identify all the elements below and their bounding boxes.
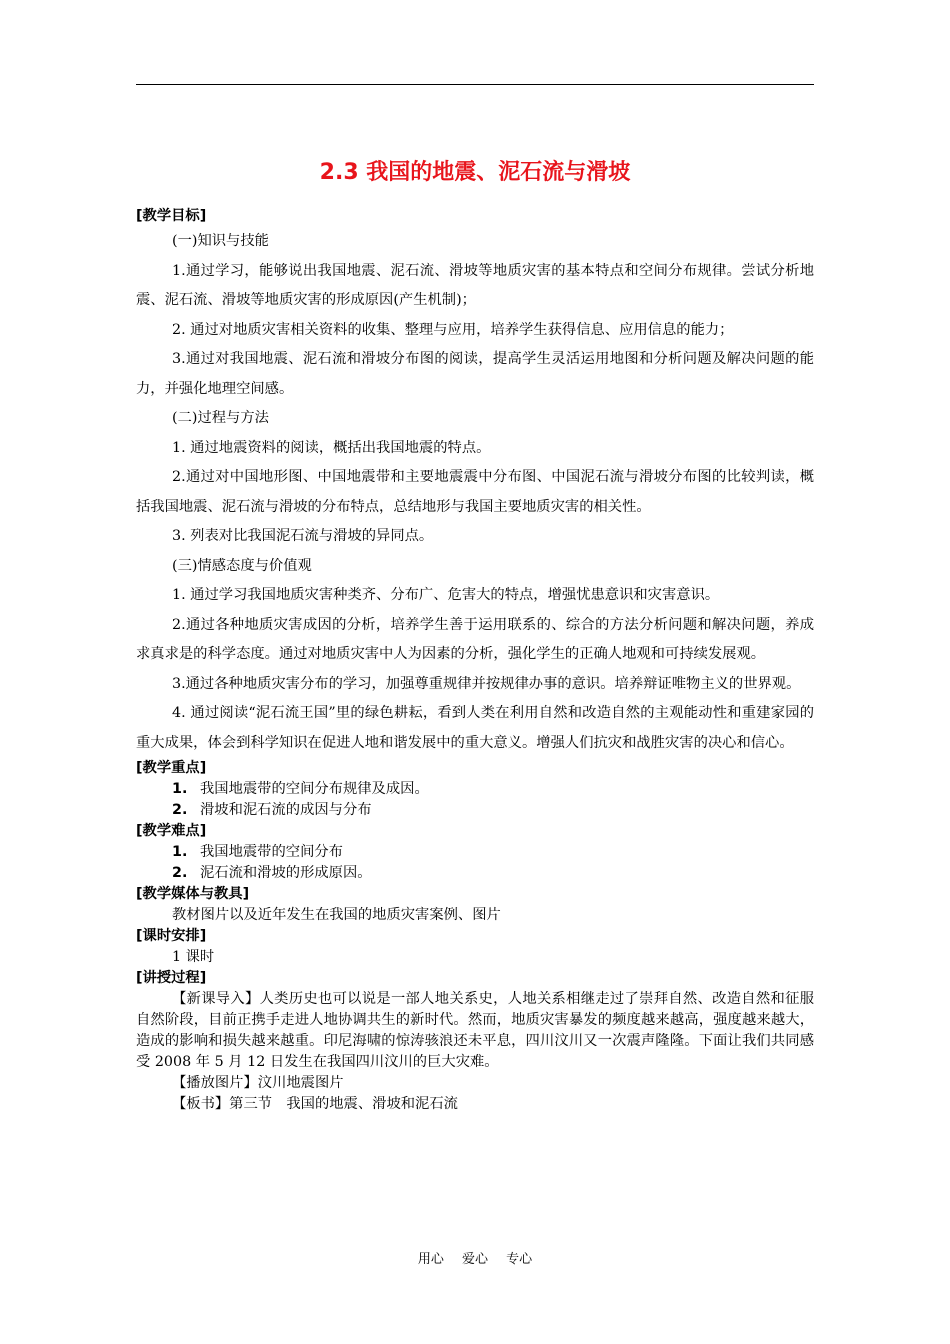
paragraph: 3.通过各种地质灾害分布的学习，加强尊重规律并按规律办事的意识。培养辩证唯物主义的世界观。 bbox=[172, 675, 801, 692]
page-title: 2.3 我国的地震、泥石流与滑坡 bbox=[319, 160, 631, 185]
section-heading-difficult: [教学难点] bbox=[136, 823, 207, 839]
play-images-line: 【播放图片】汶川地震图片 bbox=[172, 1075, 344, 1091]
paragraph: 4. 通过阅读“泥石流王国”里的绿色耕耘，看到人类在利用自然和改造自然的主观能动性和重建家园的重大成果，体会到科学知识在促进人地和谐发展中的重大意义。增强人们抗灾和战胜灾害的决心和信心。 bbox=[136, 705, 814, 751]
subsection-process: (二)过程与方法 bbox=[172, 410, 269, 426]
section-heading-key: [教学重点] bbox=[136, 760, 207, 776]
section-heading-goals: [教学目标] bbox=[136, 208, 207, 224]
list-text: 泥石流和滑坡的形成原因。 bbox=[200, 865, 372, 881]
list-text: 我国地震带的空间分布规律及成因。 bbox=[200, 781, 429, 797]
paragraph: 2. 通过对地质灾害相关资料的收集、整理与应用，培养学生获得信息、应用信息的能力； bbox=[172, 321, 734, 338]
section-heading-process: [讲授过程] bbox=[136, 970, 207, 986]
list-item bbox=[136, 800, 814, 821]
list-item bbox=[136, 863, 814, 884]
paragraph: 3.通过对我国地震、泥石流和滑坡分布图的阅读，提高学生灵活运用地图和分析问题及解决问题的能力，并强化地理空间感。 bbox=[136, 351, 814, 397]
list-item bbox=[136, 842, 814, 863]
page-footer: 用心 爱心 专心 bbox=[417, 1252, 533, 1267]
document-body bbox=[136, 206, 814, 1115]
list-item bbox=[136, 779, 814, 800]
list-text: 我国地震带的空间分布 bbox=[200, 844, 343, 860]
list-text: 滑坡和泥石流的成因与分布 bbox=[200, 802, 372, 818]
list-number: 1. bbox=[172, 781, 188, 797]
schedule-text: 1 课时 bbox=[172, 949, 215, 965]
section-heading-media: [教学媒体与教具] bbox=[136, 886, 250, 902]
paragraph: 1.通过学习，能够说出我国地震、泥石流、滑坡等地质灾害的基本特点和空间分布规律。尝试分析地震、泥石流、滑坡等地质灾害的形成原因(产生机制)； bbox=[136, 262, 814, 308]
subsection-knowledge: (一)知识与技能 bbox=[172, 233, 269, 249]
paragraph: 1. 通过学习我国地质灾害种类齐、分布广、危害大的特点，增强忧患意识和灾害意识。 bbox=[172, 587, 720, 603]
paragraph: 1. 通过地震资料的阅读，概括出我国地震的特点。 bbox=[172, 439, 491, 456]
list-number: 2. bbox=[172, 802, 188, 818]
board-line: 【板书】第三节 我国的地震、滑坡和泥石流 bbox=[172, 1096, 458, 1112]
media-text: 教材图片以及近年发生在我国的地质灾害案例、图片 bbox=[172, 907, 501, 923]
section-heading-schedule: [课时安排] bbox=[136, 928, 207, 944]
list-number: 2. bbox=[172, 865, 188, 881]
paragraph: 2.通过各种地质灾害成因的分析，培养学生善于运用联系的、综合的方法分析问题和解决问题，养成求真求是的科学态度。通过对地质灾害中人为因素的分析，强化学生的正确人地观和可持续发展观。 bbox=[136, 616, 814, 662]
intro-paragraph: 【新课导入】人类历史也可以说是一部人地关系史，人地关系相继走过了崇拜自然、改造自然和征服自然阶段，目前正携手走进人地协调共生的新时代。然而，地质灾害暴发的频度越来越高，强度越来越大，造成的影响和损失越来越重。印尼海啸的惊涛骇浪还未平息，四川汶川又一次震声隆隆。下面让我们共同感受 2008 年 5 月 12 日发生在我国四川汶川的巨大灾难。 bbox=[136, 991, 814, 1070]
paragraph: 2.通过对中国地形图、中国地震带和主要地震震中分布图、中国泥石流与滑坡分布图的比较判读，概括我国地震、泥石流与滑坡的分布特点，总结地形与我国主要地质灾害的相关性。 bbox=[136, 469, 814, 515]
list-number: 1. bbox=[172, 844, 188, 860]
header-rule bbox=[136, 84, 814, 85]
paragraph: 3. 列表对比我国泥石流与滑坡的异同点。 bbox=[172, 528, 434, 544]
subsection-attitude: (三)情感态度与价值观 bbox=[172, 557, 312, 574]
